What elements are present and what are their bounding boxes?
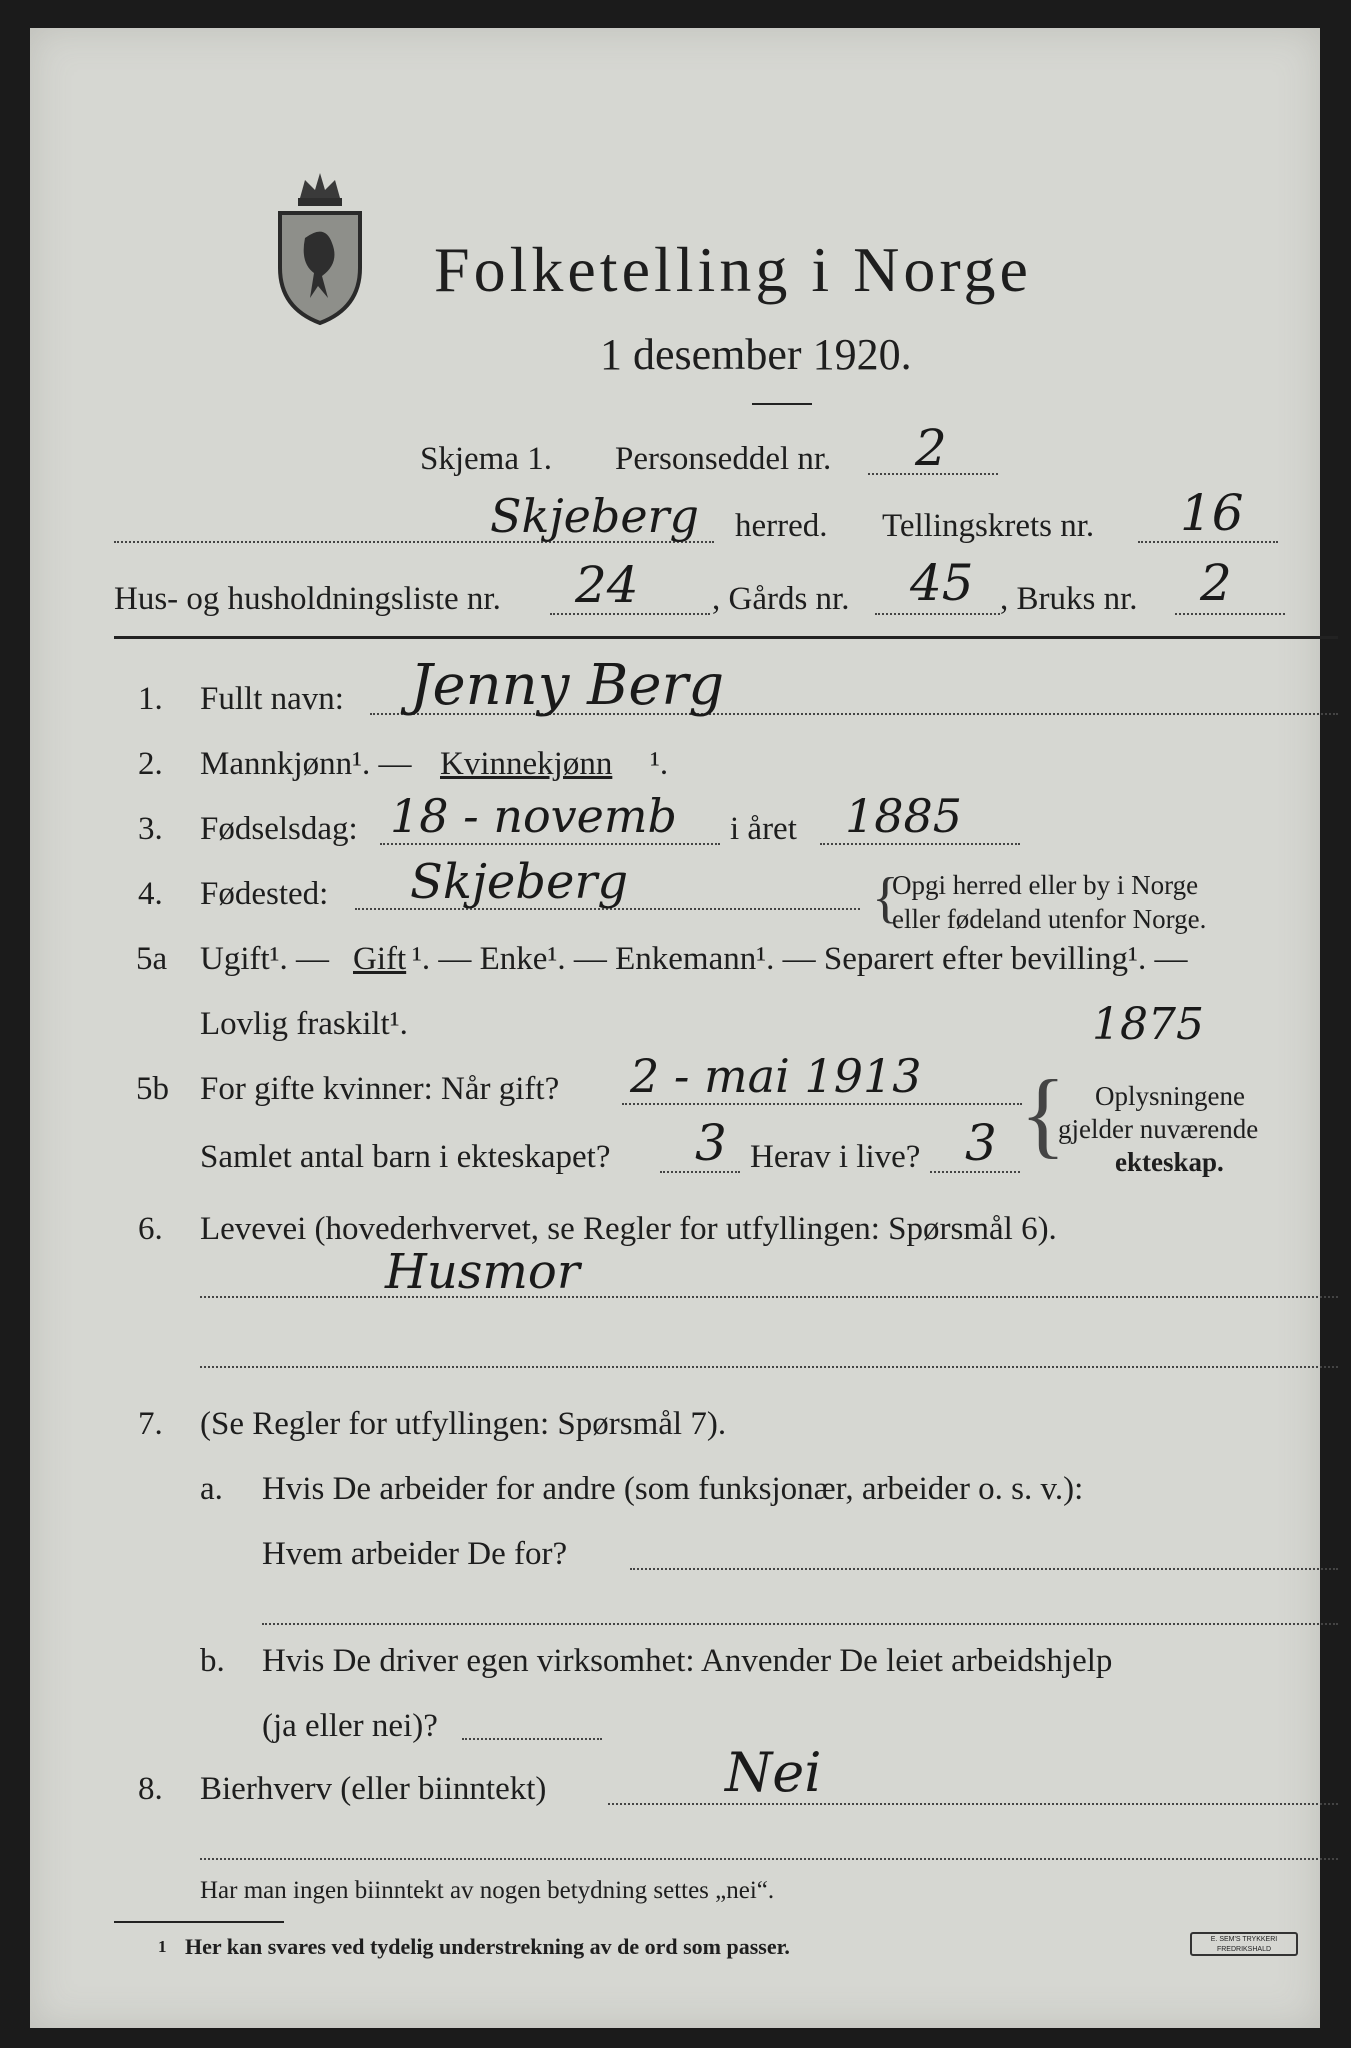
q7a-answer-line2 <box>262 1623 1338 1625</box>
q2-female: Kvinnekjønn <box>440 746 613 782</box>
q7a-line1: Hvis De arbeider for andre (som funksjonær, arbeider o. s. v.): <box>262 1471 1084 1507</box>
q3-year-label: i året <box>730 811 797 847</box>
form-title: Folketelling i Norge <box>434 234 1032 305</box>
q3-number: 3. <box>138 811 163 847</box>
q3-year-line <box>820 843 1020 845</box>
q5b-number: 5b <box>136 1071 169 1107</box>
q5b-label1: For gifte kvinner: Når gift? <box>200 1071 560 1107</box>
header-divider <box>114 636 1338 639</box>
q7-label: (Se Regler for utfyllingen: Spørsmål 7). <box>200 1406 727 1442</box>
q7a-letter: a. <box>200 1471 223 1507</box>
footnote-divider <box>114 1921 284 1923</box>
hus-label: Hus- og husholdningsliste nr. <box>114 581 501 617</box>
q1-label: Fullt navn: <box>200 681 344 717</box>
q7b-line2: (ja eller nei)? <box>262 1708 438 1744</box>
q2-number: 2. <box>138 746 163 782</box>
q7b-line1: Hvis De driver egen virksomhet: Anvender De leiet arbeidshjelp <box>262 1643 1113 1679</box>
q7a-line2: Hvem arbeider De for? <box>262 1536 568 1572</box>
q6-line2 <box>200 1366 1338 1368</box>
q4-note-line1: Opgi herred eller by i Norge <box>892 870 1199 900</box>
tellingskrets-value: 16 <box>1180 484 1244 542</box>
q8-line <box>608 1803 1338 1805</box>
q2-male: Mannkjønn¹. — <box>200 746 412 782</box>
census-date: 1 desember 1920. <box>600 330 912 379</box>
hus-value: 24 <box>575 556 639 614</box>
personseddel-label: Personseddel nr. <box>615 441 832 477</box>
q3-value: 18 - novemb <box>390 789 677 843</box>
q4-label: Fødested: <box>200 876 329 912</box>
bruks-value: 2 <box>1200 554 1232 612</box>
q5b-label3: Herav i live? <box>750 1139 921 1175</box>
q5b-when-line <box>622 1103 1022 1105</box>
q7-number: 7. <box>138 1406 163 1442</box>
bruks-label: , Bruks nr. <box>1000 581 1138 617</box>
q1-number: 1. <box>138 681 163 717</box>
skjema-label: Skjema 1. <box>420 441 552 477</box>
q5b-note-line3: ekteskap. <box>1115 1147 1224 1177</box>
q6-value: Husmor <box>385 1244 580 1300</box>
bruks-line <box>1175 613 1285 615</box>
q6-line1 <box>200 1296 1338 1298</box>
q4-value: Skjeberg <box>410 854 629 910</box>
q1-value: Jenny Berg <box>410 653 725 718</box>
q5b-value1: 2 - mai 1913 <box>630 1049 922 1103</box>
q4-number: 4. <box>138 876 163 912</box>
q5a-margin-note: 1875 <box>1092 999 1204 1050</box>
biinntekt-note: Har man ingen biinntekt av nogen betydning settes „nei“. <box>200 1877 775 1904</box>
q5a-number: 5a <box>136 941 168 977</box>
q8-number: 8. <box>138 1771 163 1807</box>
q6-number: 6. <box>138 1211 163 1247</box>
q7a-answer-line <box>630 1568 1338 1570</box>
q5a-ugift: Ugift¹. — <box>200 941 330 977</box>
census-form-sheet <box>30 28 1320 2028</box>
q5b-note-line1: Oplysningene <box>1095 1081 1245 1111</box>
q5a-gift: Gift <box>353 941 407 977</box>
herred-label: herred. <box>735 508 828 544</box>
q7b-letter: b. <box>200 1643 225 1679</box>
q5b-note-line2: gjelder nuværende <box>1058 1114 1259 1144</box>
q3-day-line <box>380 843 720 845</box>
q6-label: Levevei (hovederhvervet, se Regler for utfyllingen: Spørsmål 6). <box>200 1211 1057 1247</box>
q5b-value2: 3 <box>695 1114 727 1172</box>
q2-female-sup: ¹. <box>650 746 669 782</box>
q5b-label2: Samlet antal barn i ekteskapet? <box>200 1139 611 1175</box>
q5b-brace: { <box>1020 1060 1067 1167</box>
personseddel-value: 2 <box>915 419 947 477</box>
printer-stamp: E. SEM'S TRYKKERI FREDRIKSHALD <box>1190 1932 1298 1956</box>
title-divider <box>752 403 812 405</box>
q8-value: Nei <box>725 1741 822 1804</box>
q3-label: Fødselsdag: <box>200 811 358 847</box>
tellingskrets-label: Tellingskrets nr. <box>882 508 1095 544</box>
herred-value: Skjeberg <box>490 489 699 543</box>
q8-line2 <box>200 1858 1338 1860</box>
gards-line <box>875 613 1000 615</box>
q4-brace: { <box>872 867 899 929</box>
footnote-mark: 1 <box>158 1937 167 1956</box>
gards-label: , Gårds nr. <box>712 581 850 617</box>
coat-of-arms-icon <box>270 168 370 328</box>
footnote-text: Her kan svares ved tydelig understrekning av de ord som passer. <box>185 1934 790 1959</box>
q3-year-value: 1885 <box>845 789 963 843</box>
q5b-value3: 3 <box>965 1114 997 1172</box>
gards-value: 45 <box>910 554 974 612</box>
q5a-rest: ¹. — Enke¹. — Enkemann¹. — Separert efter bevilling¹. — <box>412 941 1188 977</box>
q5a-line2: Lovlig fraskilt¹. <box>200 1006 408 1042</box>
q7b-answer-line <box>462 1738 602 1740</box>
q4-note-line2: eller fødeland utenfor Norge. <box>892 904 1207 934</box>
q8-label: Bierhverv (eller biinntekt) <box>200 1771 547 1807</box>
